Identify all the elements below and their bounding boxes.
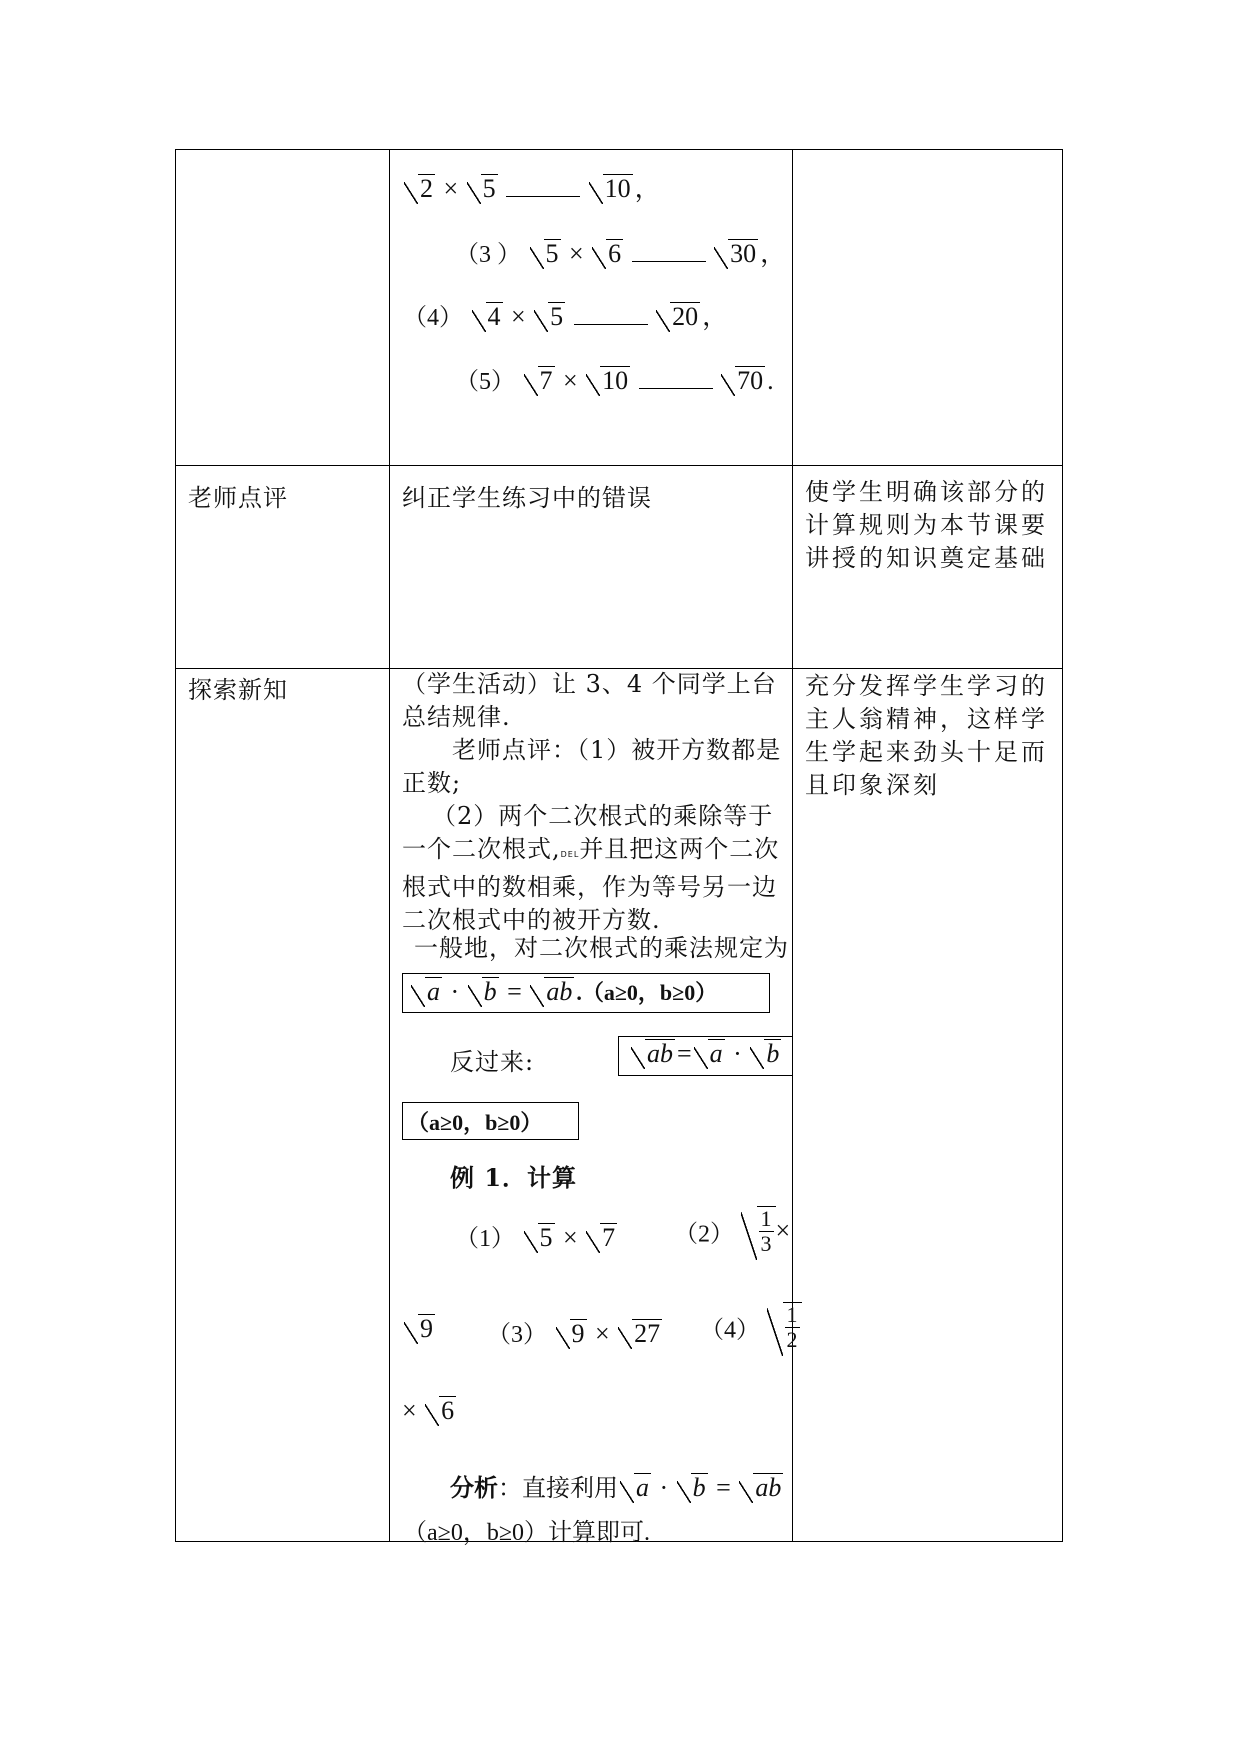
example-1-part-2-tail: 9 bbox=[402, 1314, 437, 1344]
example-1-title: 例 1．计算 bbox=[450, 1163, 578, 1192]
exercise-q1: 2 × 5 10 ， bbox=[402, 168, 661, 205]
column-divider-1 bbox=[389, 149, 390, 1542]
exercise-q5: （5） 7 × 10 70 . bbox=[455, 366, 774, 395]
student-activity-paragraph: （学生活动）让 3、4 个同学上台总结规律. bbox=[402, 670, 777, 731]
row-label-teacher-review: 老师点评 bbox=[188, 484, 288, 512]
table-left-border bbox=[175, 149, 176, 1542]
reverse-rule-box: ab = a · b bbox=[618, 1036, 792, 1076]
row-label-explore-new: 探索新知 bbox=[188, 676, 288, 704]
analysis-line: 分析：直接利用 a · b = ab bbox=[450, 1473, 782, 1502]
answer-blank[interactable] bbox=[639, 387, 713, 389]
table-top-border bbox=[175, 149, 1063, 150]
general-rule-intro: 一般地，对二次根式的乘法规定为 bbox=[414, 934, 789, 962]
teacher-review-point-1: 老师点评：（1）被开方数都是正数; bbox=[402, 736, 782, 797]
example-1-part-2: （2） $\frac{1}{3}$ × bbox=[674, 1206, 791, 1256]
reverse-label: 反过来: bbox=[450, 1048, 535, 1076]
example-1-part-4: （4） $\frac{1}{2}$ bbox=[700, 1302, 792, 1352]
explore-purpose: 充分发挥学生学习的主人翁精神，这样学生学起来劲头十足而且印象深刻 bbox=[805, 672, 1048, 799]
multiplication-rule-box: a · b = ab .（a≥0，b≥0） bbox=[402, 973, 770, 1013]
exercise-q4: （4） 4 × 5 20 ， bbox=[403, 302, 729, 331]
answer-blank[interactable] bbox=[574, 323, 648, 325]
analysis-condition: （a≥0，b≥0）计算即可. bbox=[403, 1520, 650, 1546]
row-divider-1 bbox=[175, 465, 1063, 466]
teacher-review-purpose: 使学生明确该部分的计算规则为本节课要讲授的知识奠定基础 bbox=[805, 478, 1048, 572]
answer-blank[interactable] bbox=[632, 260, 706, 262]
answer-blank[interactable] bbox=[506, 195, 580, 197]
teacher-review-point-2: （2）两个二次根式的乘除等于一个二次根式,DEL并且把这两个二次根式中的数相乘，作为等号另一边二次根式中的被开方数. bbox=[402, 802, 780, 934]
table-right-border bbox=[1062, 149, 1063, 1542]
example-1-part-1: （1） 5 × 7 bbox=[455, 1223, 616, 1252]
reverse-condition-box: （a≥0，b≥0） bbox=[402, 1102, 579, 1140]
del-mark: DEL bbox=[560, 850, 580, 859]
teacher-review-content: 纠正学生练习中的错误 bbox=[402, 484, 652, 512]
exercise-q3: （3 ） 5 × 6 30 ， bbox=[455, 239, 787, 268]
example-1-part-3: （3） 9 × 27 bbox=[487, 1319, 661, 1348]
example-1-part-4-tail: × 6 bbox=[402, 1396, 455, 1425]
